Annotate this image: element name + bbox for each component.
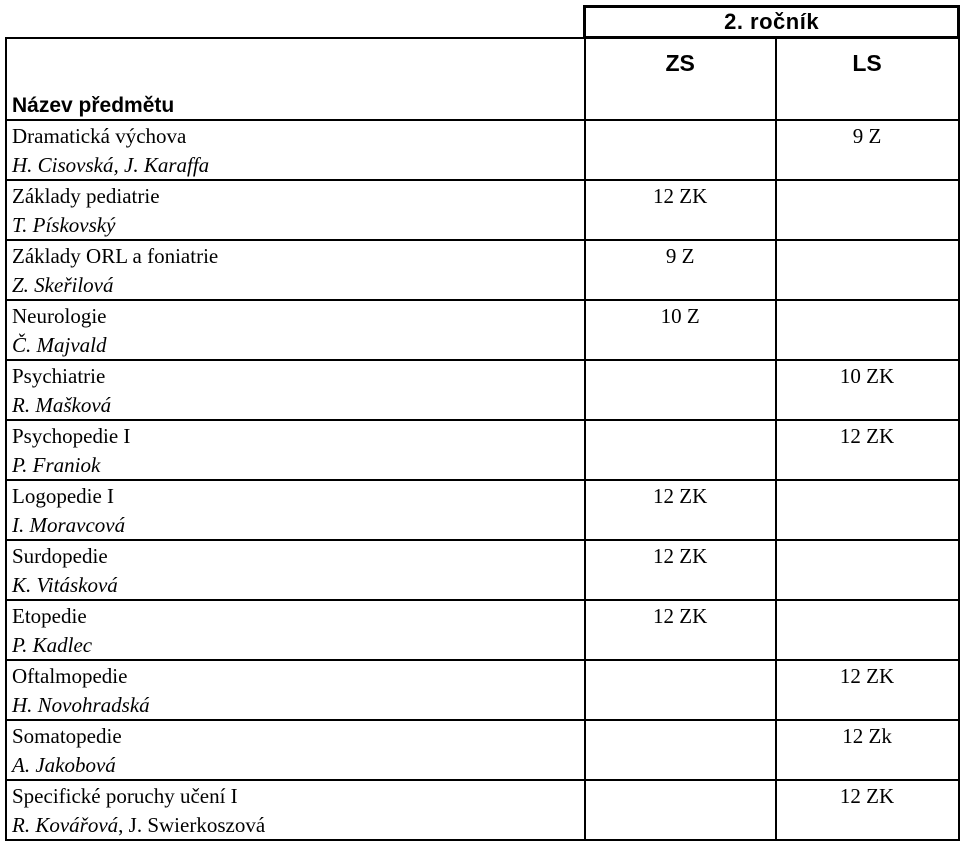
header-zs: ZS — [585, 38, 776, 121]
zs-credit — [586, 661, 775, 691]
subject-teacher: I. Moravcová — [12, 513, 126, 537]
ls-credit — [777, 481, 958, 511]
ls-cell — [776, 180, 959, 240]
ls-credit — [777, 241, 958, 271]
zs-cell — [585, 660, 776, 720]
header-ls: LS — [776, 38, 959, 121]
subject-name: Etopedie — [12, 604, 87, 628]
ls-credit: 12 ZK — [839, 664, 895, 688]
table-row — [6, 420, 959, 480]
subject-teacher: R. Mašková — [12, 393, 112, 417]
ls-cell — [776, 240, 959, 300]
subject-teacher: H. Novohradská — [12, 693, 150, 717]
subject-name: Logopedie I — [12, 484, 115, 508]
zs-cell — [585, 420, 776, 480]
subject-teacher: P. Franiok — [12, 453, 101, 477]
subject-name: Základy ORL a foniatrie — [12, 244, 219, 268]
zs-cell — [585, 780, 776, 840]
zs-cell — [585, 120, 776, 180]
subject-teacher: Č. Majvald — [12, 333, 107, 357]
ls-cell — [776, 540, 959, 600]
ls-cell — [776, 420, 959, 480]
header-subject: Název předmětu — [12, 94, 175, 117]
zs-cell — [585, 360, 776, 420]
zs-cell — [585, 240, 776, 300]
subject-cell — [6, 420, 585, 480]
zs-credit: 12 ZK — [653, 484, 708, 508]
zs-cell — [585, 300, 776, 360]
zs-cell — [585, 480, 776, 540]
table-row — [6, 780, 959, 840]
subject-cell — [6, 360, 585, 420]
curriculum-table — [5, 5, 960, 841]
ls-cell — [776, 480, 959, 540]
subject-cell — [6, 180, 585, 240]
zs-credit: 12 ZK — [653, 184, 708, 208]
subject-teacher: Z. Skeřilová — [12, 273, 114, 297]
zs-credit — [586, 721, 775, 751]
header-row — [6, 38, 959, 121]
table-row — [6, 720, 959, 780]
ls-cell — [776, 720, 959, 780]
ls-credit: 12 ZK — [839, 424, 895, 448]
subject-cell — [6, 660, 585, 720]
zs-cell — [585, 180, 776, 240]
table-row — [6, 480, 959, 540]
zs-credit — [586, 121, 775, 151]
ls-cell — [776, 120, 959, 180]
header-subject-cell — [6, 38, 585, 121]
subject-name: Neurologie — [12, 304, 107, 328]
subject-name: Somatopedie — [12, 724, 122, 748]
zs-credit — [586, 361, 775, 391]
table-row — [6, 240, 959, 300]
year-spacer — [6, 7, 585, 38]
table-row — [6, 180, 959, 240]
ls-cell — [776, 300, 959, 360]
zs-credit: 12 ZK — [653, 604, 708, 628]
ls-credit — [777, 601, 958, 631]
subject-cell — [6, 300, 585, 360]
year-row — [6, 7, 959, 38]
zs-cell — [585, 600, 776, 660]
zs-credit: 12 ZK — [653, 544, 708, 568]
subject-cell — [6, 480, 585, 540]
table-row — [6, 300, 959, 360]
subject-cell — [6, 540, 585, 600]
subject-teacher-italic: R. Kovářová — [12, 813, 119, 837]
subject-cell — [6, 720, 585, 780]
subject-teacher-rest: , J. Swierkoszová — [118, 813, 266, 837]
ls-cell — [776, 660, 959, 720]
subject-name: Specifické poruchy učení I — [12, 784, 238, 808]
subject-teacher: K. Vitásková — [12, 573, 118, 597]
subject-name: Psychopedie I — [12, 424, 131, 448]
subject-teacher: H. Cisovská, J. Karaffa — [12, 153, 210, 177]
subject-cell — [6, 780, 585, 840]
table-row — [6, 360, 959, 420]
subject-name: Psychiatrie — [12, 364, 106, 388]
subject-teacher — [7, 811, 584, 839]
zs-credit: 10 Z — [660, 304, 700, 328]
year-title: 2. ročník — [585, 7, 959, 38]
zs-cell — [585, 720, 776, 780]
table-row — [6, 540, 959, 600]
zs-cell — [585, 540, 776, 600]
ls-cell — [776, 600, 959, 660]
ls-credit — [777, 181, 958, 211]
subject-teacher: A. Jakobová — [12, 753, 116, 777]
table-row — [6, 600, 959, 660]
ls-cell — [776, 780, 959, 840]
ls-credit: 9 Z — [852, 124, 882, 148]
ls-credit — [777, 301, 958, 331]
zs-credit — [586, 421, 775, 451]
subject-name: Oftalmopedie — [12, 664, 128, 688]
ls-credit — [777, 541, 958, 571]
subject-name: Základy pediatrie — [12, 184, 160, 208]
zs-credit: 9 Z — [665, 244, 695, 268]
subject-teacher: T. Pískovský — [12, 213, 116, 237]
subject-cell — [6, 600, 585, 660]
ls-credit: 10 ZK — [839, 364, 895, 388]
subject-cell — [6, 120, 585, 180]
ls-credit: 12 Zk — [842, 724, 892, 748]
table-row — [6, 660, 959, 720]
table-row — [6, 120, 959, 180]
subject-teacher: P. Kadlec — [12, 633, 93, 657]
ls-credit: 12 ZK — [839, 784, 895, 808]
subject-cell — [6, 240, 585, 300]
zs-credit — [586, 781, 775, 811]
subject-name: Dramatická výchova — [12, 124, 187, 148]
ls-cell — [776, 360, 959, 420]
subject-name: Surdopedie — [12, 544, 108, 568]
